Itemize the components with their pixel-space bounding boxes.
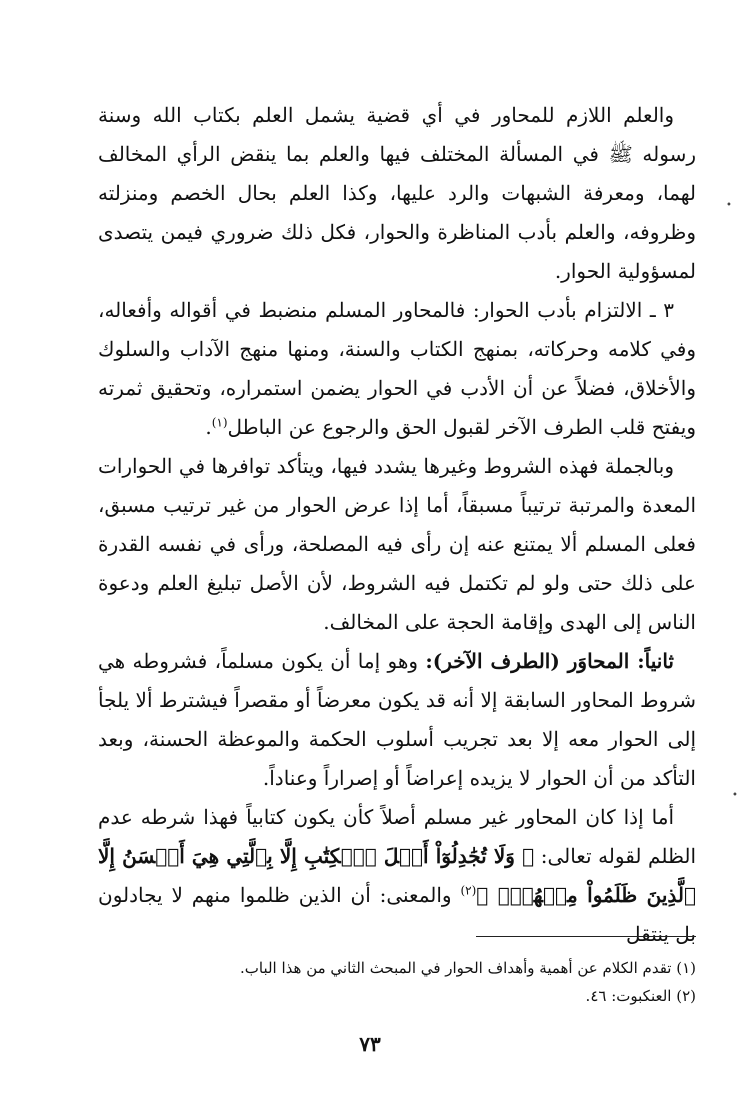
paragraph-3-text: وبالجملة فهذه الشروط وغيرها يشدد فيها، ويتأكد توافرها في الحوارات المعدة والمرتبة ترتيباً مسبقاً، أما إذا عرض الحوار من غير ترتيب مسبق، فعلى المسلم ألا يمتنع عنه إن رأى فيه المصلحة، ورأى في نفسه القدرة على ذلك حتى ولو لم تكتمل فيه الشروط، لأن الأصل تبليغ العلم ودعوة الناس إلى الهدى وإقامة الحجة على المخالف. [98,454,696,634]
quran-verse: ﴿ وَلَا تُجَٰدِلُوٓاْ أَهۡلَ ٱلۡكِتَٰبِ إِلَّا بِٱلَّتِي هِيَ أَحۡسَنُ إِلَّا ٱلَّذِينَ ظَلَمُواْ مِنۡهُمۡۖ ﴾ [98,844,696,907]
footnotes [98,954,696,1010]
paragraph-2-text: ٣ ـ الالتزام بأدب الحوار: فالمحاور المسلم منضبط في أقواله وأفعاله، وفي كلامه وحركاته، بمنهج الكتاب والسنة، ومنها منهج الآداب والسلوك والأخلاق، فضلاً عن أن الأدب في الحوار يضمن استمراره، وتحقيق ثمرته ويفتح قلب الطرف الآخر لقبول الحق والرجوع عن الباطل [98,298,696,439]
footnote-ref-1[interactable]: (١) [211,415,228,430]
margin-mark: • [726,200,732,211]
paragraph-4-text: وهو إما أن يكون مسلماً، فشروطه هي شروط المحاور السابقة إلا أنه قد يكون معرضاً أو مقصراً فيشترط ألا يلجأ إلى الحوار معه إلا بعد تجريب أسلوب الحكمة والموعظة الحسنة، وبعد التأكد من أن الحوار لا يزيده إعراضاً أو إصراراً وعناداً. [98,649,696,790]
page-number: ٧٣ [359,1032,381,1056]
paragraph-5-tail: والمعنى: أن الذين ظلموا منهم لا يجادلون بل ينتقل [98,883,696,946]
paragraph-2 [98,291,696,447]
footnote-ref-2[interactable]: (٢) [460,883,477,898]
paragraph-5 [98,798,696,954]
section-heading-second: ثانياً: المحاوَر (الطرف الآخر): [425,649,674,673]
footnote-2: (٢) العنكبوت: ٤٦. [585,987,696,1005]
paragraph-3 [98,447,696,642]
footnote-divider [476,936,696,937]
paragraph-1 [98,96,696,291]
paragraph-2-tail: . [205,415,212,439]
paragraph-4 [98,642,696,798]
main-text [98,96,696,954]
paragraph-5-text: أما إذا كان المحاور غير مسلم أصلاً كأن يكون كتابياً فهذا شرطه عدم الظلم لقوله تعالى: [98,805,696,868]
margin-mark: • [732,790,738,801]
paragraph-1-text: والعلم اللازم للمحاور في أي قضية يشمل العلم بكتاب الله وسنة رسوله ﷺ في المسألة المختلف فيها والعلم بما ينقض الرأي المخالف لهما، ومعرفة الشبهات والرد عليها، وكذا العلم بحال الخصم ومنزلته وظروفه، والعلم بأدب المناظرة والحوار، فكل ذلك ضروري فيمن يتصدى لمسؤولية الحوار. [98,103,697,283]
footnote-1: (١) تقدم الكلام عن أهمية وأهداف الحوار في المبحث الثاني من هذا الباب. [239,959,696,977]
